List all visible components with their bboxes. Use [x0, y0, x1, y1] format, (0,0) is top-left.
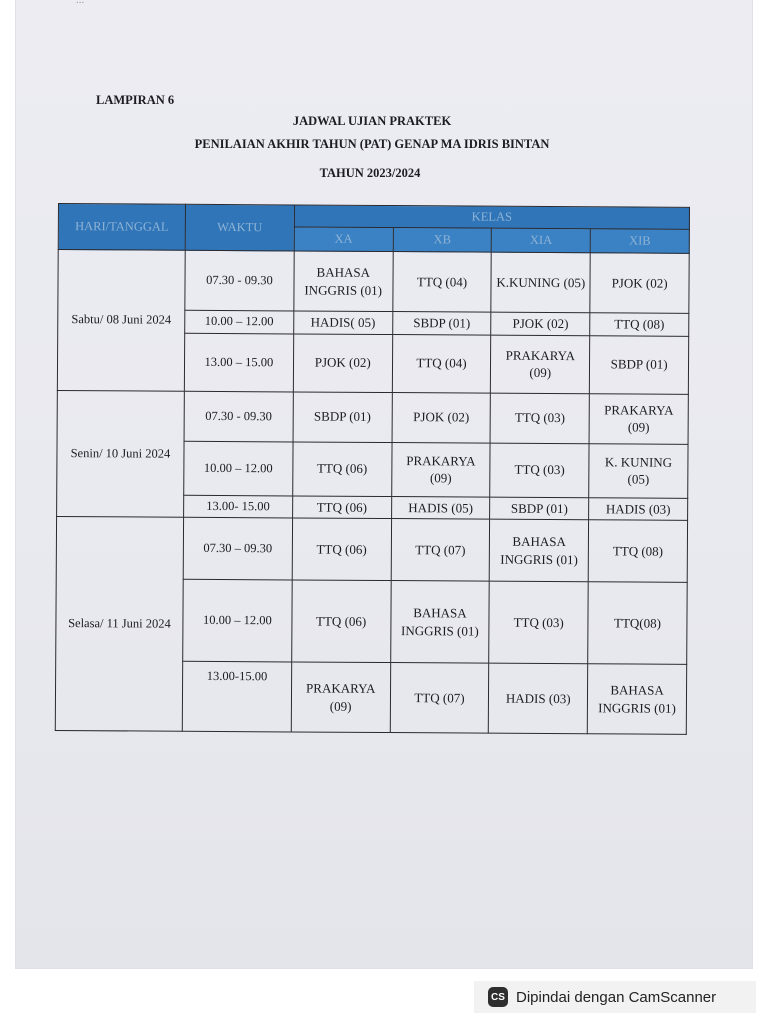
subject-cell: PJOK (02)	[590, 253, 689, 314]
table-row	[58, 250, 689, 314]
table-row	[57, 390, 688, 444]
subject-cell: TTQ (06)	[292, 518, 391, 581]
day-cell: Senin/ 10 Juni 2024	[57, 390, 185, 517]
subject-cell: TTQ (06)	[292, 580, 391, 663]
time-cell: 07.30 – 09.30	[183, 517, 292, 580]
camscanner-text: Dipindai dengan CamScanner	[516, 988, 717, 1006]
subject-cell: PJOK (02)	[293, 333, 392, 392]
subject-cell: SBDP (01)	[490, 497, 589, 520]
time-cell: 13.00-15.00	[182, 661, 291, 732]
subject-cell: PJOK (02)	[491, 312, 590, 335]
header-class-xb: XB	[393, 228, 492, 253]
day-cell: Sabtu/ 08 Juni 2024	[57, 250, 185, 391]
subject-cell: BAHASA INGGRIS (01)	[587, 664, 686, 735]
header-kelas: KELAS	[294, 205, 689, 229]
subject-cell: TTQ (08)	[590, 313, 689, 336]
subject-cell: TTQ (03)	[490, 393, 589, 444]
document-year: TAHUN 2023/2024	[319, 166, 421, 180]
exam-schedule-table	[55, 203, 690, 735]
document-subtitle: PENILAIAN AKHIR TAHUN (PAT) GENAP MA IDRIS BINTAN	[194, 137, 550, 151]
subject-cell: HADIS( 05)	[294, 311, 393, 334]
table-header	[58, 204, 689, 254]
header-class-xib: XIB	[590, 229, 689, 254]
camscanner-logo-icon: CS	[488, 987, 508, 1007]
time-cell: 13.00- 15.00	[184, 495, 293, 518]
subject-cell: TTQ (07)	[390, 663, 489, 734]
subject-cell: PRAKARYA (09)	[391, 442, 490, 497]
time-cell: 10.00 – 12.00	[185, 310, 294, 333]
subject-cell: TTQ (04)	[392, 334, 491, 393]
header-class-xa: XA	[294, 227, 393, 252]
subject-cell: TTQ (08)	[588, 520, 687, 583]
subject-cell: PRAKARYA (09)	[589, 393, 688, 444]
subject-cell: PJOK (02)	[392, 392, 491, 443]
subject-cell: TTQ (06)	[293, 441, 392, 496]
time-cell: 13.00 – 15.00	[184, 333, 293, 392]
attachment-label: LAMPIRAN 6	[96, 93, 175, 107]
header-class-xia: XIA	[492, 228, 591, 253]
subject-cell: BAHASA INGGRIS (01)	[490, 519, 589, 582]
subject-cell: BAHASA INGGRIS (01)	[294, 251, 393, 312]
header-day: HARI/TANGGAL	[58, 204, 185, 251]
subject-cell: HADIS (05)	[391, 496, 490, 519]
subject-cell: HADIS (03)	[489, 663, 588, 734]
subject-cell: TTQ (04)	[392, 252, 491, 313]
subject-cell: HADIS (03)	[589, 497, 688, 520]
time-cell: 07.30 - 09.30	[185, 250, 294, 311]
camscanner-watermark	[474, 981, 756, 1013]
scanned-page	[16, 0, 752, 968]
header-time: WAKTU	[185, 204, 294, 251]
table-row	[56, 517, 687, 583]
time-cell: 07.30 - 09.30	[184, 391, 293, 442]
subject-cell: K. KUNING (05)	[589, 443, 688, 498]
time-cell: 10.00 – 12.00	[184, 441, 293, 496]
subject-cell: SBDP (01)	[392, 312, 491, 335]
cropped-header-text: ...	[76, 0, 85, 6]
subject-cell: TTQ (06)	[292, 495, 391, 518]
subject-cell: K.KUNING (05)	[491, 252, 590, 313]
subject-cell: BAHASA INGGRIS (01)	[390, 581, 489, 664]
document-title: JADWAL UJIAN PRAKTEK	[292, 114, 452, 128]
time-cell: 10.00 – 12.00	[183, 579, 292, 662]
subject-cell: PRAKARYA (09)	[491, 335, 590, 394]
subject-cell: TTQ (07)	[391, 519, 490, 582]
subject-cell: SBDP (01)	[589, 335, 688, 394]
subject-cell: TTQ(08)	[588, 582, 687, 665]
day-cell: Selasa/ 11 Juni 2024	[55, 517, 183, 732]
subject-cell: PRAKARYA (09)	[291, 662, 390, 733]
subject-cell: SBDP (01)	[293, 391, 392, 442]
subject-cell: TTQ (03)	[489, 581, 588, 664]
subject-cell: TTQ (03)	[490, 443, 589, 498]
